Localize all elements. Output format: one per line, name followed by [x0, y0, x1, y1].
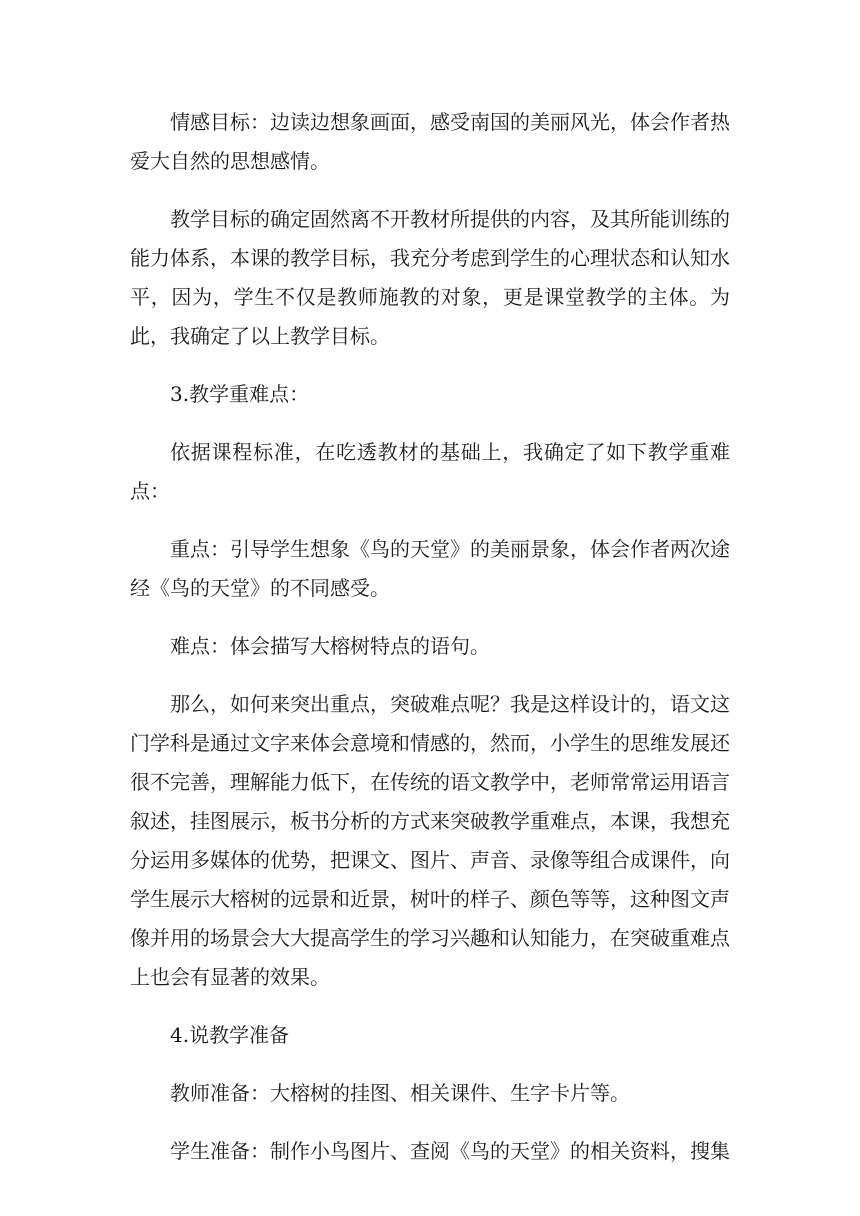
paragraph-approach: 那么，如何来突出重点，突破难点呢？我是这样设计的，语文这门学科是通过文字来体会意境和情感的，然而，小学生的思维发展还很不完善，理解能力低下，在传统的语文教学中，老师常常运用语言叙述，挂图展示，板书分析的方式来突破教学重难点，本课，我想充分运用多媒体的优势，把课文、图片、声音、录像等组合成课件，向学生展示大榕树的远景和近景，树叶的样子、颜色等等，这种图文声像并用的场景会大大提高学生的学习兴趣和认知能力，在突破重难点上也会有显著的效果。 — [130, 692, 730, 989]
paragraph-student-prep: 学生准备：制作小鸟图片、查阅《鸟的天堂》的相关资料，搜集 — [170, 1139, 730, 1163]
section-3-heading: 3.教学重难点： — [170, 382, 310, 406]
section-4-heading: 4.说教学准备 — [170, 1023, 290, 1047]
paragraph-difficult-point: 难点：体会描写大榕树特点的语句。 — [170, 634, 490, 658]
document-body — [130, 103, 730, 1190]
paragraph-goal-rationale: 教学目标的确定固然离不开教材所提供的内容，及其所能训练的能力体系，本课的教学目标，我充分考虑到学生的心理状态和认知水平，因为，学生不仅是教师施教的对象，更是课堂教学的主体。为此，我确定了以上教学目标。 — [130, 207, 730, 348]
paragraph-key-point: 重点：引导学生想象《鸟的天堂》的美丽景象，体会作者两次途经《鸟的天堂》的不同感受。 — [130, 537, 730, 600]
paragraph-teacher-prep: 教师准备：大榕树的挂图、相关课件、生字卡片等。 — [170, 1081, 630, 1105]
paragraph-emotion-goal: 情感目标：边读边想象画面，感受南国的美丽风光，体会作者热爱大自然的思想感情。 — [130, 110, 730, 173]
paragraph-key-points-intro: 依据课程标准，在吃透教材的基础上，我确定了如下教学重难点： — [130, 440, 730, 503]
